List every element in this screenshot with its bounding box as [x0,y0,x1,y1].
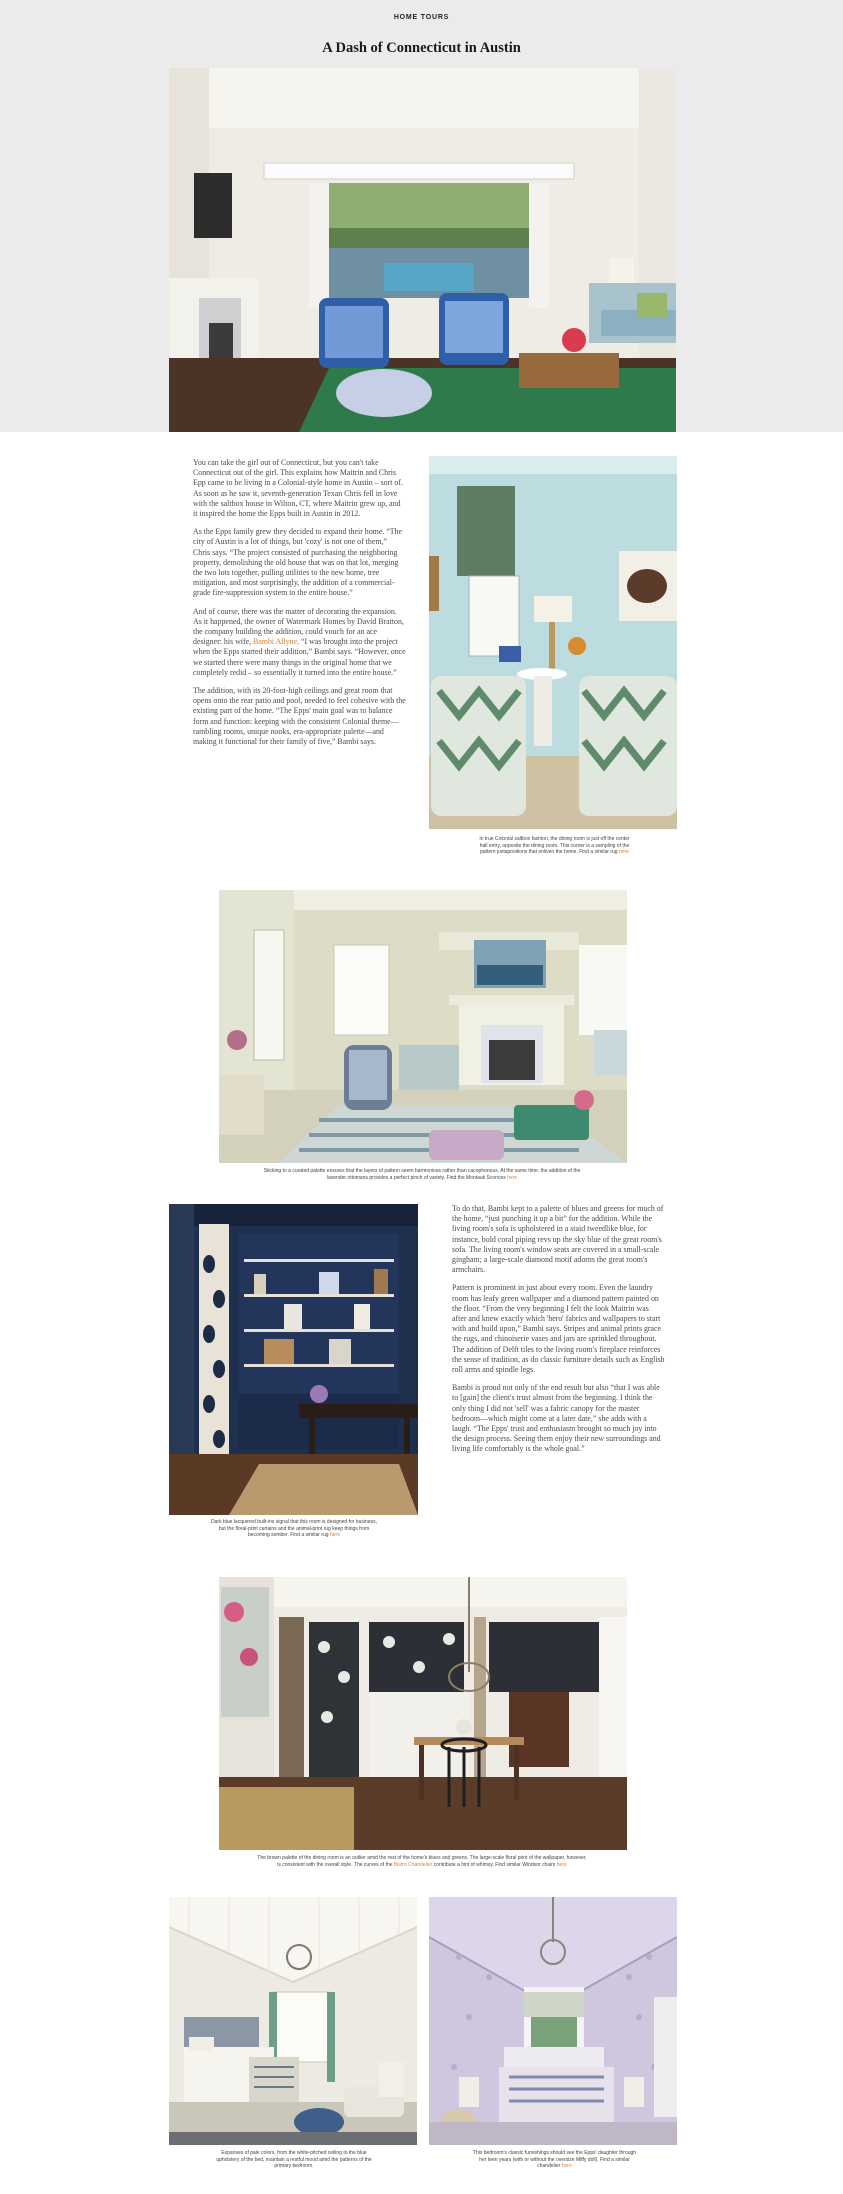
article-body-column-1 [193,458,406,755]
rug-link[interactable]: here [618,849,629,856]
bedroom-chandelier-link[interactable]: here [561,2163,572,2170]
paragraph: Bambi is proud not only of the end result but also “that I was able to [gain] the client's trust almost from the beginning. I think the only thing I did not 'sell' was a fabric canopy for the master bedroom—which might come at a later date,” she adds with a laugh. “The Epps' trust and enthusiasm brought so much joy into the design process. Seeing them enjoy their new surroundings and living life comfortably is the whole goal.” [452,1383,661,1454]
paragraph: Pattern is prominent in just about every room. Even the laundry room has leafy green wallpaper and a diamond pattern painted on the floor. “From the very beginning I felt the look Maitrin was after and knew exactly which 'hero' fabrics and wallpapers to start with and build upon,” Bambi says. Stripes and animal prints grace the rugs, and chinoiserie vases and jars are sprinkled throughout. The addition of Delft tiles to the living room's fireplace reinforces the sense of tradition, as do classic furniture details such as English roll arms and spindle legs. [452,1283,665,1375]
caption-dining-corner: In true Colonial saltbox fashion, the dining room is just off the center hall entry, opposite the dining room. This corner is a sampling of the pattern juxtapositions that enliven the home. Find a similar rug here [479,836,630,856]
paragraph: The addition, with its 20-foot-high ceilings and great room that opens onto the rear patio and pool, needed to feel cohesive with the existing part of the home. “The Epps' main goal was to balance form and function: keeping with the consistent Colonial theme—rambling rooms, unique nooks, era-appropriate palette—and making it functional for their family of five,” Bambi says. [193,686,406,747]
caption-dining-room: The brown palette of the dining room is an outlier amid the rest of the home's blues and greens. The large-scale floral print of the wallpaper, however, is consistent with the overall style. The curves of the Bistro Chandelier contribute a hint of whimsy. Find similar Windsor chairs here [257,1855,587,1868]
paragraph: You can take the girl out of Connecticut, but you can't take Connecticut out of the girl. This explains how Maitrin and Chris Epp came to be living in a Colonial-style home in Austin – sort of. As soon as he saw it, seventh-generation Texan Chris fell in love with the saltbox house in Wilton, CT, where Maitrin grew up, and it inspired the home the Epps built in Austin in 2012. [193,458,403,519]
study-photo [169,1204,418,1515]
article-title: A Dash of Connecticut in Austin [322,40,521,56]
paragraph: And of course, there was the matter of decorating the expansion. As it happened, the owner of Watermark Homes by David Bratton, the company building the addition, could vouch for an ace designer: his wife, Bambi Allyne. “I was brought into the project when the Epps started their addition,” Bambi says. “However, once we started there were many things in the original home that we completely redid – so essentially it turned into the entire house.” [193,606,406,677]
sconces-link[interactable]: here [507,1174,518,1181]
designer-link[interactable]: Bambi Allyne [253,637,298,647]
windsor-chairs-link[interactable]: here [556,1861,567,1868]
paragraph: As the Epps family grew they decided to expand their home. “The city of Austin is a lot of things, but 'cozy' is not one of them,” Chris says. “The project consisted of purchasing the neighboring property, demolishing the old house that was on that lot, merging the two lots together, pulling utilities to the new home, tree mitigation, and most surprisingly, the addition of a commercial-grade fire-suppression system to the entire house.” [193,527,403,598]
living-room-photo [219,890,627,1163]
caption-study: Dark blue lacquered built-ins signal that this room is designed for business, but the floral-print curtains and the animal-print rug keep things from becoming somber. Find a similar rug here [211,1519,377,1539]
dining-corner-photo [429,456,677,829]
article-body-column-2 [452,1204,665,1463]
caption-living-room: Sticking to a curated palette ensures that the layers of pattern seem harmonious rather than cacophonous. At the same time, the addition of the lavender ottomans provides a perfect pinch of variety. Find the Montauk Sconces here [263,1168,581,1181]
study-rug-link[interactable]: here [329,1532,340,1539]
dining-room-photo [219,1577,627,1850]
chandelier-link[interactable]: Bistro Chandelier [393,1861,433,1868]
category-label[interactable]: HOME TOURS [393,14,450,21]
daughter-bedroom-photo [429,1897,677,2145]
paragraph: To do that, Bambi kept to a palette of blues and greens for much of the home, “just punching it up a bit” for the addition. While the living room's sofa is upholstered in a staid tweedlike blue, for instance, bold coral piping revs up the sky blue of the great room's sofa. The living room's window seats are covered in a small-scale gingham; a large-scale diamond motif adorns the great room's armchairs. [452,1204,664,1275]
caption-primary-bedroom: Expanses of pale colors, from the white-pitched ceiling to the blue upholstery of the bed, maintain a restful mood amid the patterns of the primary bedroom. [216,2150,372,2170]
caption-daughter-bedroom: This bedroom's classic furnishings should see the Epps' daughter through her teen years (with or without the oversize Miffy doll). Find a similar chandelier here [472,2150,637,2170]
primary-bedroom-photo [169,1897,417,2145]
great-room-photo [169,68,676,432]
